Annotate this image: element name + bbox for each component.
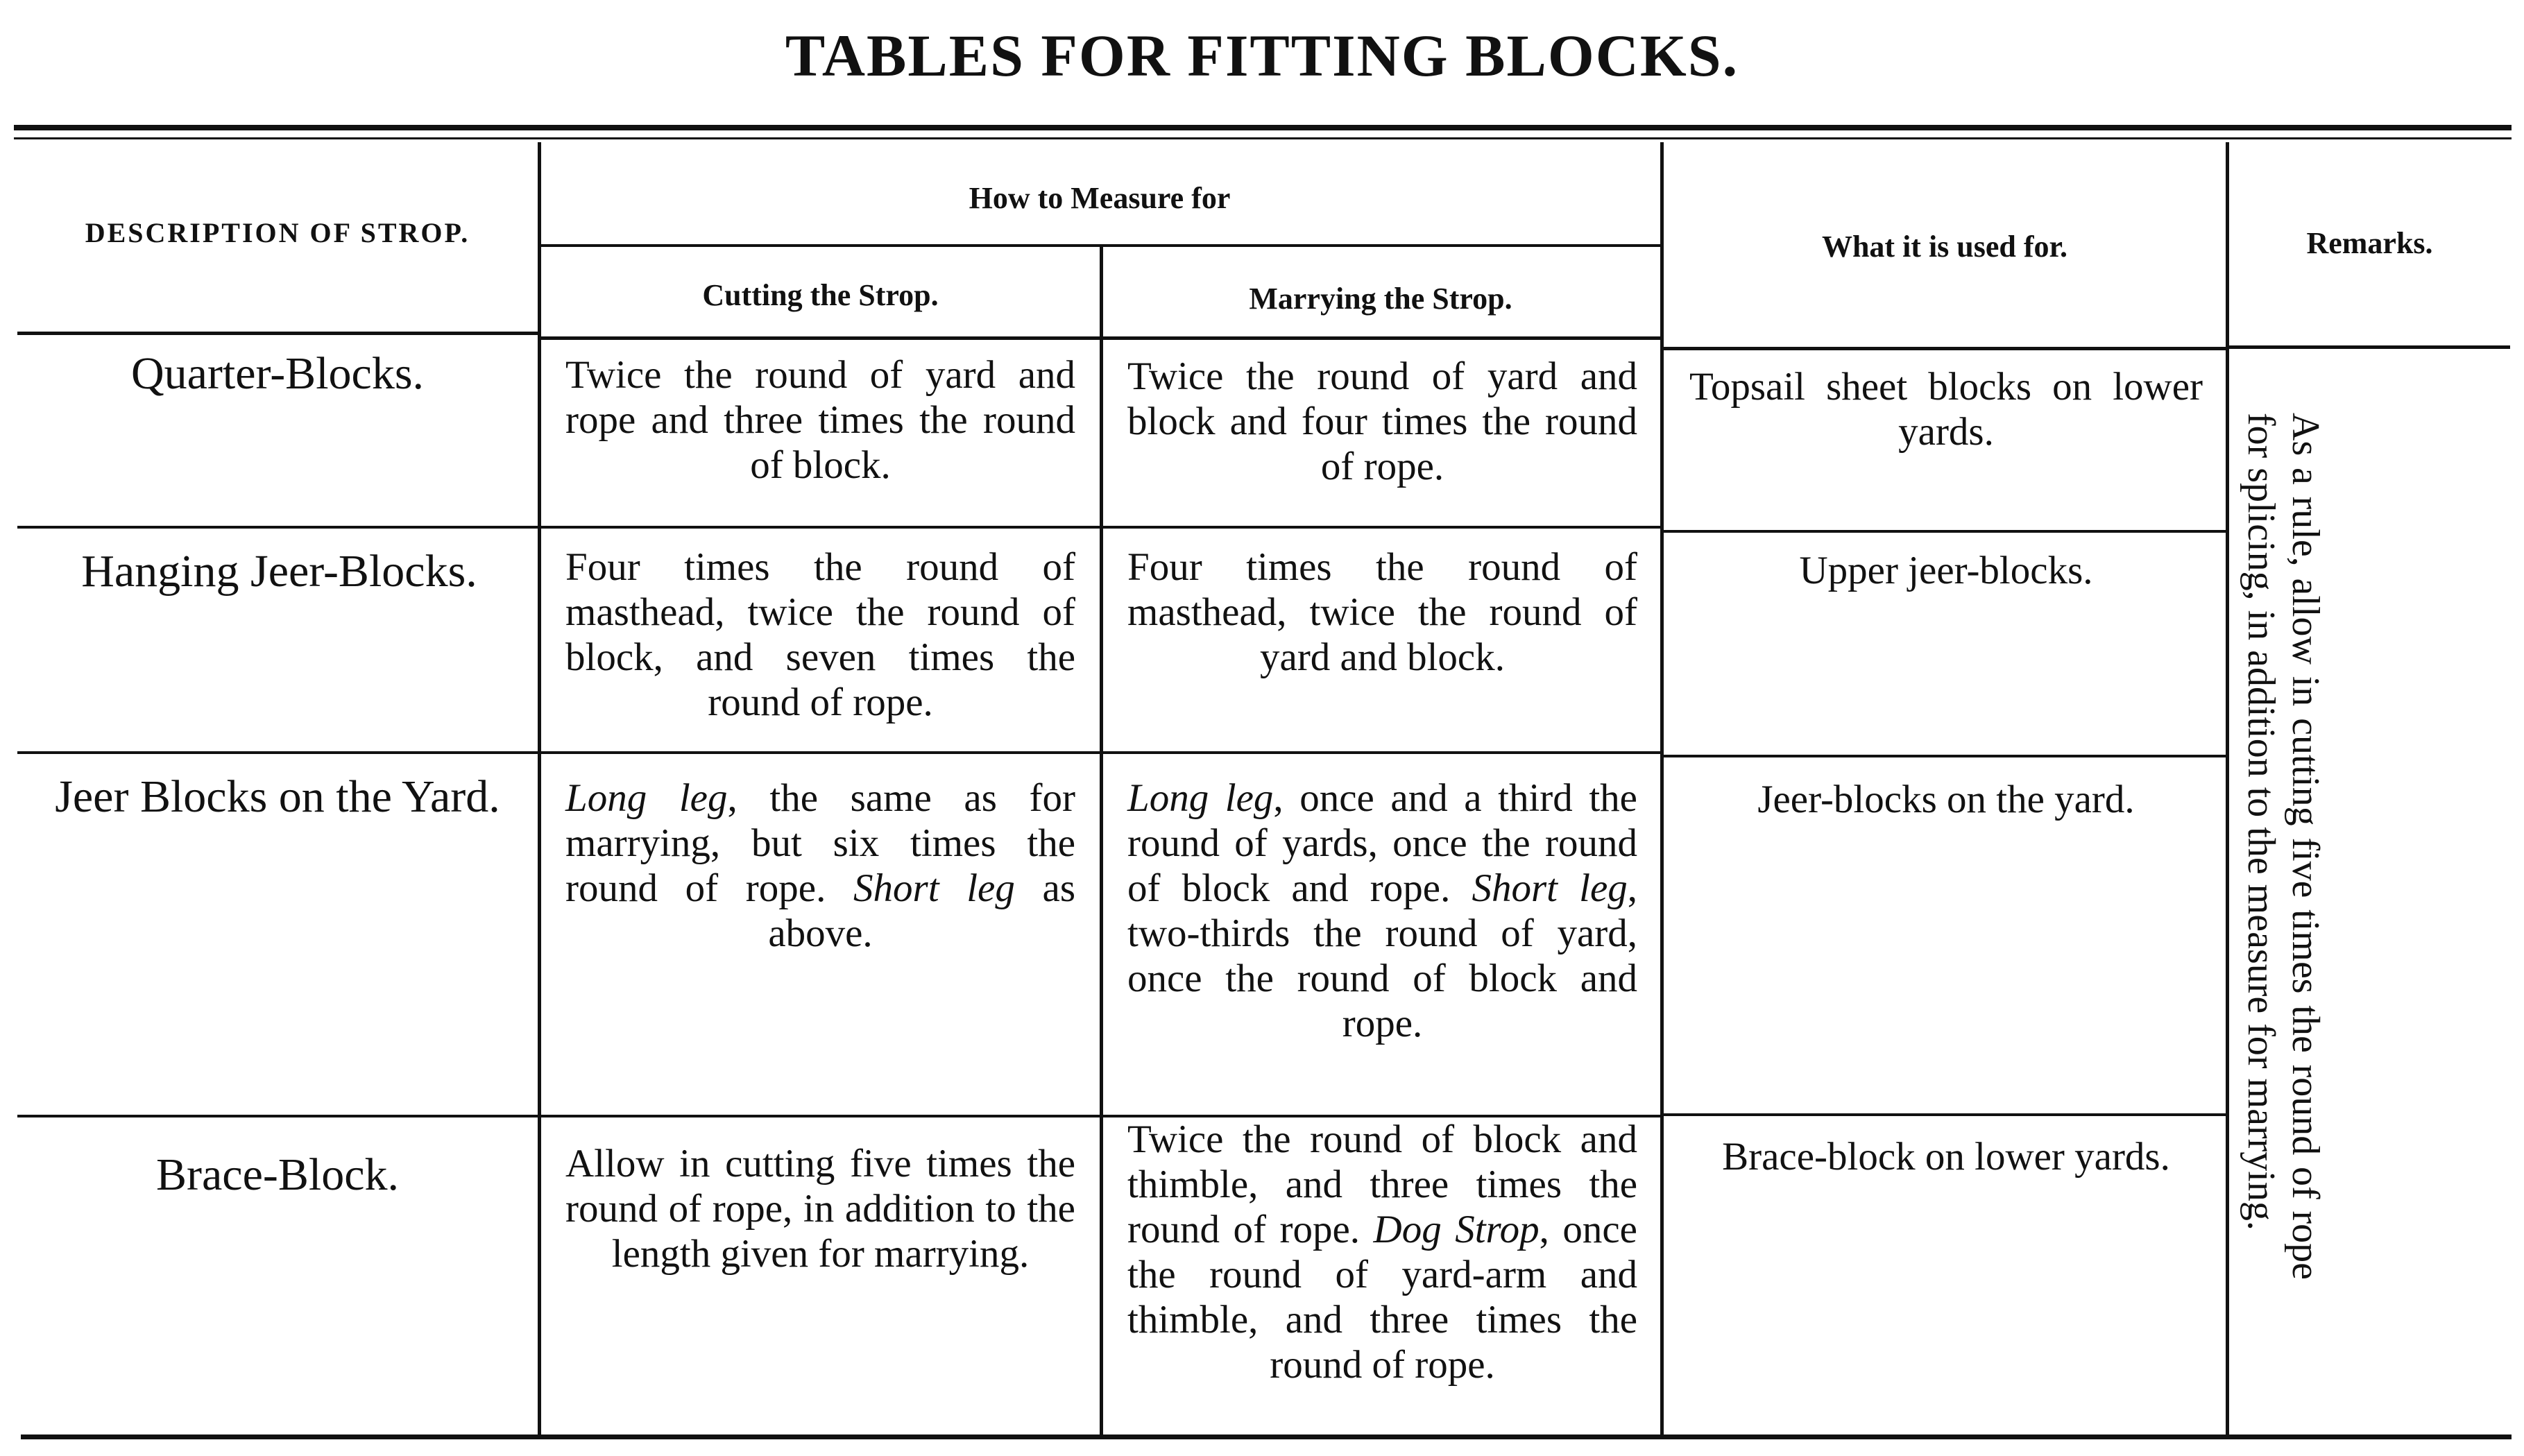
header-cutting: Cutting the Strop. [702, 277, 939, 312]
top-rule-thick [14, 125, 2512, 130]
italic-term: Short leg [853, 866, 1015, 910]
header-bottom-rule [1664, 347, 2228, 350]
header-subrule [541, 244, 1662, 247]
header-bottom-rule [2229, 345, 2510, 349]
row-cutting: Allow in cutting five times the round of rope, in addition to the length given for marrying. [565, 1142, 1075, 1276]
column-divider [1100, 246, 1103, 1436]
row-cutting [565, 776, 1075, 956]
row-rule [1664, 755, 2228, 757]
cell-text: , the same as for marrying, but six times the round of rope. [565, 776, 1075, 910]
header-bottom-rule [541, 336, 1662, 340]
header-how-to-measure: How to Measure for [969, 180, 1231, 215]
row-rule [17, 526, 1662, 529]
header-description: DESCRIPTION OF STROP. [85, 216, 470, 248]
cell-text: Twice the round of block and thimble, and three times the round of rope. [1127, 1117, 1637, 1251]
row-description: Brace-Block. [155, 1149, 399, 1200]
cell-text: , two-thirds the round of yard, once the round of block and rope. [1127, 866, 1638, 1045]
row-marrying: Four times the round of masthead, twice the round of yard and block. [1127, 545, 1637, 679]
row-cutting: Four times the round of masthead, twice the round of block, and seven times the round of rope. [565, 545, 1075, 724]
bottom-rule [21, 1434, 2512, 1439]
cell-text: , once and a third the round of yards, once the round of block and rope. [1127, 776, 1637, 910]
page-title: TABLES FOR FITTING BLOCKS. [785, 22, 1739, 89]
row-used-for: Topsail sheet blocks on lower yards. [1689, 365, 2203, 454]
row-marrying [1127, 776, 1637, 1046]
row-description: Jeer Blocks on the Yard. [55, 771, 500, 822]
remarks-text: As a rule, allow in cutting five times the round of rope for splicing, in addition to the measure for marrying. [2240, 413, 2327, 1280]
row-rule [1664, 1113, 2228, 1116]
header-bottom-rule [17, 332, 539, 335]
header-remarks: Remarks. [2306, 225, 2433, 260]
row-description: Hanging Jeer-Blocks. [81, 546, 477, 597]
header-used-for: What it is used for. [1821, 229, 2068, 264]
row-rule [1664, 530, 2228, 533]
italic-term: Long leg [1127, 776, 1274, 820]
row-rule [17, 751, 1662, 754]
row-marrying: Twice the round of yard and block and four times the round of rope. [1127, 354, 1637, 488]
row-marrying [1127, 1117, 1637, 1387]
cell-text: as above. [768, 866, 1075, 955]
row-used-for: Brace-block on lower yards. [1722, 1135, 2170, 1179]
header-marrying: Marrying the Strop. [1249, 281, 1512, 316]
top-rule-thin [14, 137, 2512, 139]
italic-term: Short leg [1472, 866, 1628, 910]
row-description: Quarter-Blocks. [130, 348, 425, 399]
italic-term: Dog Strop [1373, 1208, 1540, 1251]
cell-text: , once the round of yard-arm and thimble, and three times the round of rope. [1127, 1208, 1637, 1387]
row-used-for: Jeer-blocks on the yard. [1757, 778, 2135, 821]
italic-term: Long leg [565, 776, 728, 820]
row-used-for: Upper jeer-blocks. [1799, 549, 2093, 592]
row-cutting: Twice the round of yard and rope and three times the round of block. [565, 353, 1075, 487]
